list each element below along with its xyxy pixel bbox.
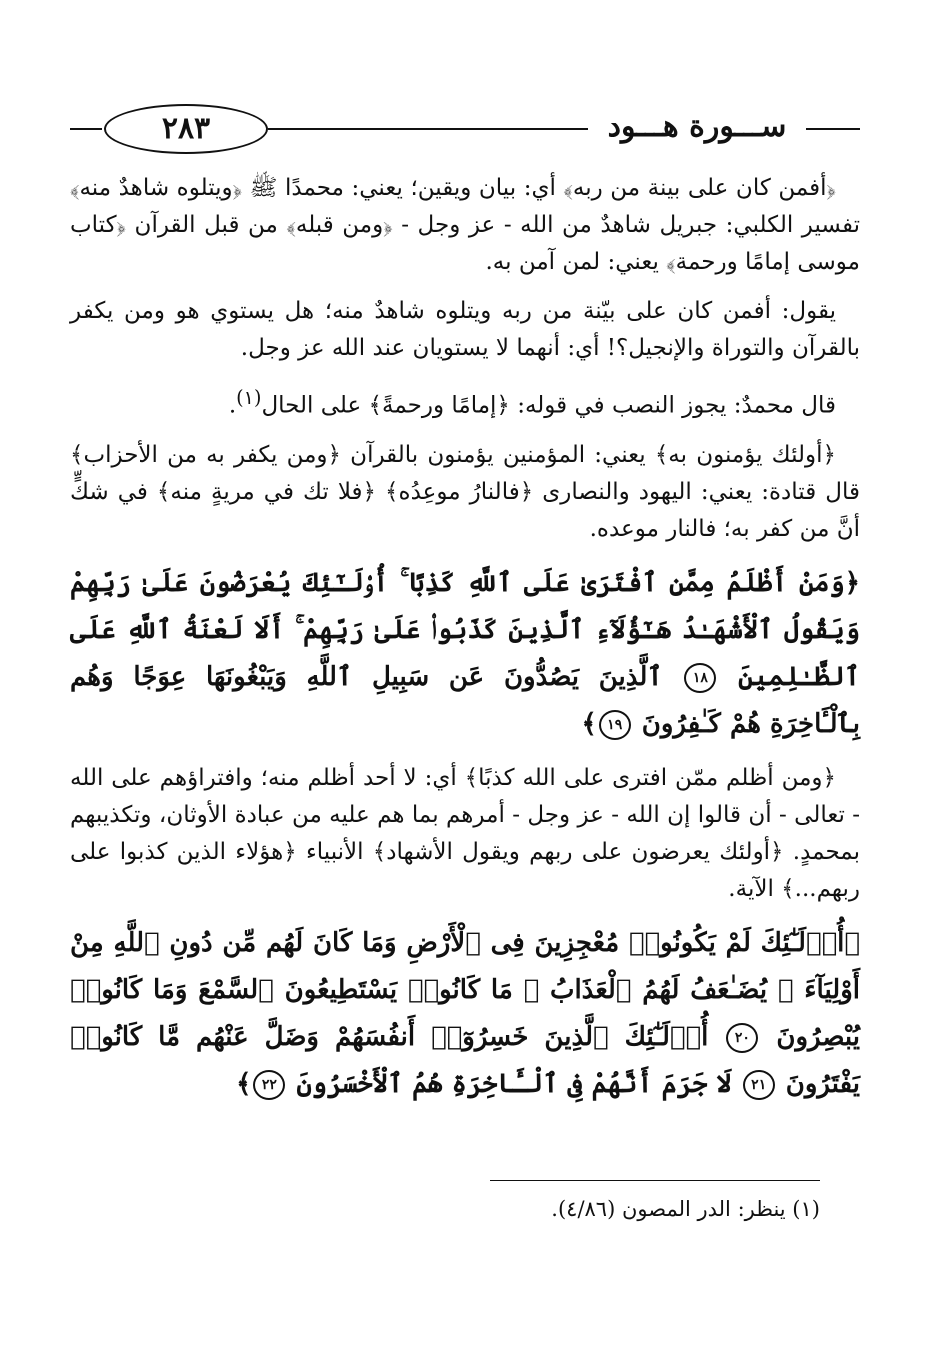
ayah-number: ٢١ — [743, 1070, 775, 1100]
verse-text: ﴿أُو۟لَـٰٓئِكَ لَمْ يَكُونُوا۟ مُعْجِزِينَ فِى ٱلْأَرْضِ وَمَا كَانَ لَهُم مِّن دُونِ ٱللَّهِ مِنْ أَوْلِيَآءَ ۘ يُضَـٰعَفُ لَهُمُ ٱلْعَذَابُ ۚ مَا كَانُوا۟ يَسْتَطِيعُونَ ٱلسَّمْعَ وَمَا كَانُوا۟ يُبْصِرُونَ — [70, 927, 861, 1052]
ayah-number: ١٩ — [599, 710, 631, 740]
quran-verses — [70, 920, 860, 1108]
ayah-number: ٢٠ — [726, 1023, 758, 1053]
commentary-paragraph: ﴿ومن أظلم ممّن افترى على الله كذبًا﴾ أي: لا أحد أظلم منه؛ وافتراؤهم على الله - تعالى - أن قالوا إن الله - عز وجل - أمرهم بما هم عليه من عبادة الأوثان، وتكذيبهم بمحمدٍ. ﴿أولئك يعرضون على ربهم ويقول الأشهاد﴾ الأنبياء ﴿هؤلاء الذين كذبوا على ربهم...﴾ الآية. — [70, 764, 860, 902]
footnote-separator — [490, 1180, 820, 1181]
page-header — [70, 100, 860, 156]
footnote-marker: (١) — [236, 386, 262, 409]
page-number: ٢٨٣ — [104, 104, 268, 154]
header-rule — [806, 128, 860, 130]
verse-text: لَا جَرَمَ أَنَّهُمْ فِى ٱلْـَٔاخِرَةِ هُمُ ٱلْأَخْسَرُونَ — [296, 1068, 732, 1099]
commentary-text: قال محمدٌ: يجوز النصب في قوله: ﴿إمامًا ورحمةً﴾ على الحال — [261, 392, 836, 419]
header-rule — [268, 128, 588, 130]
verse-text: ٱلَّذِينَ يَصُدُّونَ عَن سَبِيلِ ٱللَّهِ وَيَبْغُونَهَا عِوَجًا وَهُم بِٱلْـَٔاخِرَةِ هُمْ كَـٰفِرُونَ — [70, 661, 860, 739]
commentary-paragraph — [70, 379, 860, 425]
quran-verses — [70, 560, 860, 748]
header-rule — [70, 128, 102, 130]
verse-text: ﴿وَمَنْ أَظْلَمُ مِمَّنِ ٱفْتَرَىٰ عَلَى ٱللَّهِ كَذِبًا ۚ أُو۟لَـٰٓئِكَ يُعْرَضُونَ عَلَىٰ رَبِّهِمْ وَيَقُولُ ٱلْأَشْهَـٰدُ هَـٰٓؤُلَآءِ ٱلَّذِينَ كَذَبُوا۟ عَلَىٰ رَبِّهِمْ ۚ أَلَا لَعْنَةُ ٱللَّهِ عَلَى ٱلظَّـٰلِمِينَ — [70, 567, 860, 692]
commentary-text: . — [228, 392, 237, 419]
ayah-number: ٢٢ — [253, 1070, 285, 1100]
footnote: (١) ينظر: الدر المصون (٤/٨٦). — [551, 1197, 820, 1221]
verse-bracket: ﴾ — [581, 708, 597, 739]
commentary-paragraph: ﴿أفمن كان على بينة من ربه﴾ أي: بيان ويقين؛ يعني: محمدًا ﷺ ﴿ويتلوه شاهدٌ منه﴾ تفسير الكلبي: جبريل شاهدٌ من الله - عز وجل - ﴿ومن قبله﴾ من قبل القرآن ﴿كتاب موسى إمامًا ورحمة﴾ يعني: لمن آمن به. — [70, 175, 860, 275]
ayah-number: ١٨ — [684, 663, 716, 693]
verse-text: أُو۟لَـٰٓئِكَ ٱلَّذِينَ خَسِرُوٓا۟ أَنفُسَهُمْ وَضَلَّ عَنْهُم مَّا كَانُوا۟ يَفْتَرُونَ — [70, 1021, 860, 1099]
verse-bracket: ﴾ — [236, 1068, 252, 1099]
main-text — [70, 170, 860, 1120]
surah-title: ســـورة هـــود — [607, 109, 787, 144]
commentary-paragraph: يقول: أفمن كان على بيّنة من ربه ويتلوه شاهدٌ منه؛ هل يستوي هو ومن يكفر بالقرآن والتوراة والإنجيل؟! أي: أنهما لا يستويان عند الله عز وجل. — [70, 298, 860, 361]
commentary-paragraph: ﴿أولئك يؤمنون به﴾ يعني: المؤمنين يؤمنون بالقرآن ﴿ومن يكفر به من الأحزاب﴾ قال قتادة: يعني: اليهود والنصارى ﴿فالنارُ موعِدُه﴾ ﴿فلا تك في مريةٍ منه﴾ في شكٍّ أنَّ من كفر به؛ فالنار موعده. — [70, 441, 860, 542]
